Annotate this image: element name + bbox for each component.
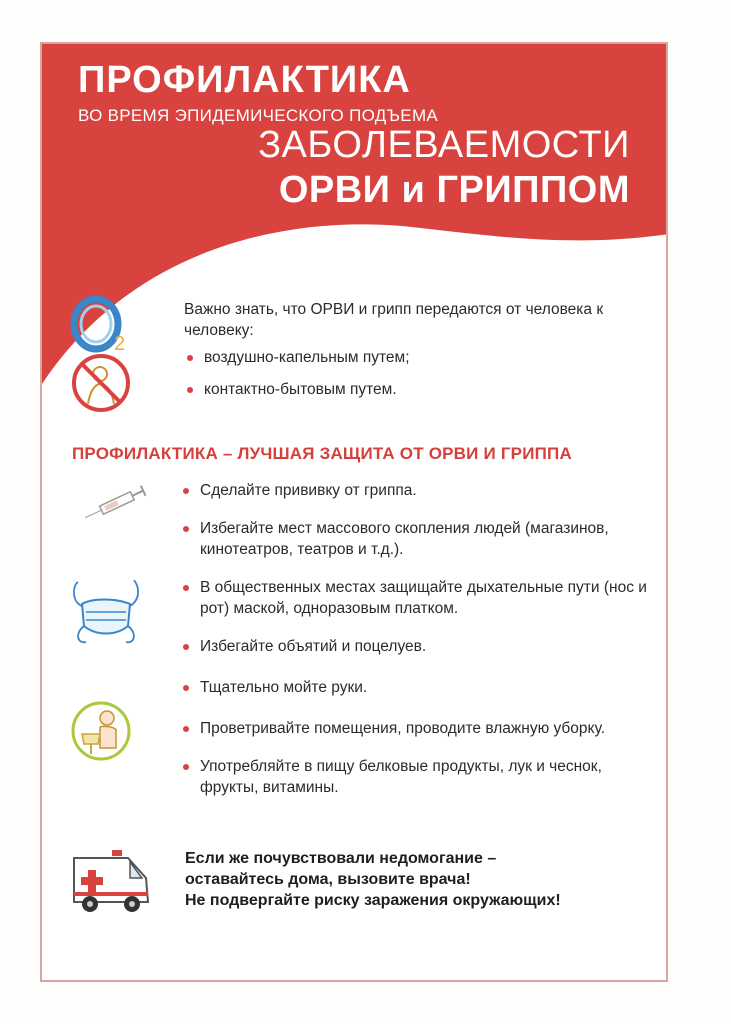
section-title: ПРОФИЛАКТИКА – ЛУЧШАЯ ЗАЩИТА ОТ ОРВИ И ГРИППА <box>72 444 572 463</box>
list-item: В общественных местах защищайте дыхательные пути (нос и рот) маской, одноразовым платком. <box>180 577 660 619</box>
title-line4: ОРВИ и ГРИППОМ <box>278 169 630 211</box>
list-item: Тщательно мойте руки. <box>180 677 660 698</box>
oxygen-icon <box>70 294 134 358</box>
intro-text: Важно знать, что ОРВИ и грипп передаются от человека к человеку: <box>184 301 604 339</box>
list-item: Избегайте мест массового скопления людей (магазинов, кинотеатров, театров и т.д.). <box>180 518 660 560</box>
closing-line: Не подвергайте риску заражения окружающих! <box>185 892 561 909</box>
list-item: Избегайте объятий и поцелуев. <box>180 636 660 657</box>
list-item: контактно-бытовым путем. <box>184 379 654 400</box>
transmission-list <box>184 347 654 411</box>
title-main: ПРОФИЛАКТИКА <box>78 59 411 101</box>
ambulance-icon <box>68 844 164 920</box>
handwash-icon <box>70 700 132 762</box>
svg-text:2: 2 <box>114 333 126 355</box>
list-item: Проветривайте помещения, проводите влажную уборку. <box>180 718 660 739</box>
poster <box>40 42 668 982</box>
mask-icon <box>68 574 144 650</box>
list-item: Сделайте прививку от гриппа. <box>180 480 660 501</box>
no-sneeze-icon <box>70 352 132 414</box>
closing-line: Если же почувствовали недомогание – <box>185 850 497 867</box>
list-item: Употребляйте в пищу белковые продукты, лук и чеснок, фрукты, витамины. <box>180 756 660 798</box>
title-subline: ВО ВРЕМЯ ЭПИДЕМИЧЕСКОГО ПОДЪЕМА <box>78 106 439 125</box>
syringe-icon <box>78 482 158 524</box>
list-item: воздушно-капельным путем; <box>184 347 654 368</box>
closing-line: оставайтесь дома, вызовите врача! <box>185 871 471 888</box>
closing-message <box>185 848 655 911</box>
title-line3: ЗАБОЛЕВАЕМОСТИ <box>258 124 630 166</box>
prevention-tips-list <box>180 480 660 798</box>
